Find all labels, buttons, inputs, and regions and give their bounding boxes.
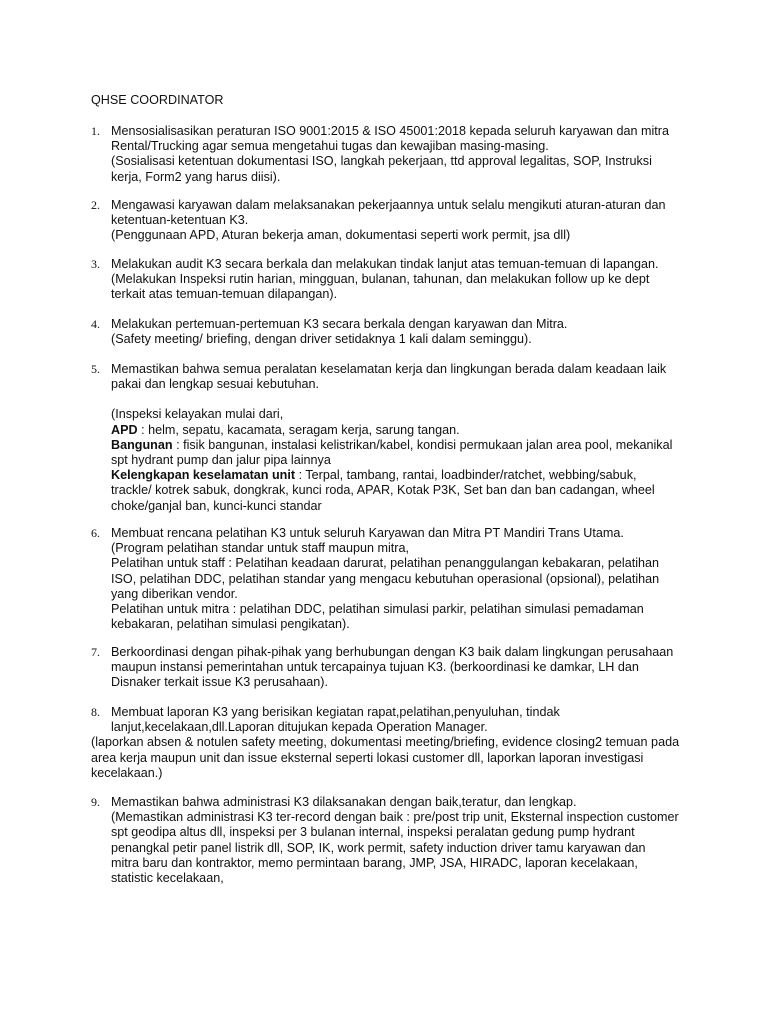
list-item-5 — [91, 362, 691, 514]
bangunan-label: Bangunan — [111, 437, 173, 452]
item-outdent-block — [91, 735, 691, 781]
kelengkapan-line: choke/ganjal ban, kunci-kunci standar — [111, 498, 322, 513]
item-line: Pelatihan untuk staff : Pelatihan keadaan darurat, pelatihan penanggulangan kebakaran, pelatihan — [111, 556, 660, 571]
item-line: mitra baru dan kontraktor, memo permintaan barang, JMP, JSA, HIRADC, laporan kecelakaan, — [111, 855, 638, 870]
item-line: Memastikan bahwa administrasi K3 dilaksanakan dengan baik,teratur, dan lengkap. — [111, 795, 577, 809]
item-body — [111, 362, 691, 514]
kelengkapan-line: trackle/ kotrek sabuk, dongkrak, kunci roda, APAR, Kotak P3K, Set ban dan ban cadangan, wheel — [111, 483, 655, 498]
apd-text: : helm, sepatu, kacamata, seragam kerja, sarung tangan. — [137, 422, 460, 437]
bangunan-text: : fisik bangunan, instalasi kelistrikan/kabel, kondisi permukaan jalan area pool, mekanikal — [172, 437, 673, 452]
kelengkapan-label: Kelengkapan keselamatan unit — [111, 468, 296, 483]
item-number: 4. — [91, 317, 100, 331]
item-body — [111, 526, 691, 632]
apd-line — [111, 423, 691, 438]
apd-label: APD — [111, 422, 138, 437]
list-item-9 — [91, 795, 691, 886]
item-line: Mensosialisasikan peraturan ISO 9001:2015 & ISO 45001:2018 kepada seluruh karyawan dan mitra — [111, 124, 669, 138]
item-line: Berkoordinasi dengan pihak-pihak yang berhubungan dengan K3 baik dalam lingkungan perusahaan — [111, 645, 674, 659]
item-line: maupun instansi pemerintahan untuk tercapainya tujuan K3. (berkoordinasi ke damkar, LH dan — [111, 660, 639, 675]
item-line: (Program pelatihan standar untuk staff maupun mitra, — [111, 541, 409, 556]
item-line: (laporkan absen & notulen safety meeting, dokumentasi meeting/briefing, evidence closing2 temuan pada — [91, 735, 680, 750]
item-line: terkait atas temuan-temuan dilapangan). — [111, 287, 338, 302]
item-line: (Sosialisasi ketentuan dokumentasi ISO, langkah pekerjaan, ttd approval legalitas, SOP, Instruksi — [111, 154, 652, 169]
item-line: kerja, Form2 yang harus diisi). — [111, 169, 281, 184]
inspeksi-line: (Inspeksi kelayakan mulai dari, — [111, 407, 284, 422]
item-line: Rental/Trucking agar semua mengetahui tugas dan kewajiban masing-masing. — [111, 139, 549, 154]
item-body — [111, 795, 691, 886]
item-line: Membuat rencana pelatihan K3 untuk seluruh Karyawan dan Mitra PT Mandiri Trans Utama. — [111, 526, 624, 540]
kelengkapan-line — [111, 468, 691, 483]
item-line: Memastikan bahwa semua peralatan keselamatan kerja dan lingkungan berada dalam keadaan laik — [111, 362, 667, 376]
list-item-3 — [91, 257, 691, 303]
list-item-8 — [91, 705, 691, 781]
item-body — [111, 124, 691, 185]
item-body — [111, 257, 691, 303]
bangunan-line — [111, 438, 691, 453]
item-number: 1. — [91, 124, 100, 138]
item-body — [111, 198, 691, 244]
list-item-2 — [91, 198, 691, 244]
bangunan-line: spt hydrant pump dan jalur pipa lainnya — [111, 453, 331, 468]
item-number: 2. — [91, 198, 100, 212]
item-line: kebakaran, pelatihan simulasi pengikatan). — [111, 617, 350, 632]
list-item-6 — [91, 526, 691, 632]
item-line: area kerja maupun unit dan issue eksternal seperti lokasi customer dll, laporkan laporan investigasi — [91, 750, 644, 765]
item-line: Pelatihan untuk mitra : pelatihan DDC, pelatihan simulasi parkir, pelatihan simulasi pemadaman — [111, 602, 644, 617]
item-number: 9. — [91, 795, 100, 809]
item-number: 3. — [91, 257, 100, 271]
item-body — [111, 645, 691, 691]
item-line: (Penggunaan APD, Aturan bekerja aman, dokumentasi seperti work permit, jsa dll) — [111, 228, 571, 243]
item-line: Melakukan audit K3 secara berkala dan melakukan tindak lanjut atas temuan-temuan di lapangan. — [111, 257, 659, 271]
item-line: spt geodipa altus dll, inspeksi per 3 bulanan internal, inspeksi peralatan gedung pump hydrant — [111, 825, 635, 840]
item-line: kecelakaan.) — [91, 765, 163, 780]
item-line: statistic kecelakaan, — [111, 871, 224, 886]
item-number: 7. — [91, 645, 100, 659]
list-item-7 — [91, 645, 691, 691]
item-line: yang diberikan vendor. — [111, 586, 238, 601]
item-body — [91, 705, 691, 781]
item-line: Mengawasi karyawan dalam melaksanakan pekerjaannya untuk selalu mengikuti aturan-aturan dan — [111, 198, 666, 212]
item-line: ISO, pelatihan DDC, pelatihan standar yang mengacu kebutuhan operasional (opsional), pelatihan — [111, 571, 660, 586]
item-number: 8. — [91, 705, 100, 719]
item-line: penangkal petir panel listrik dll, SOP, IK, work permit, safety induction driver tamu karyawan dan — [111, 840, 646, 855]
item-line: lanjut,kecelakaan,dll.Laporan ditujukan kepada Operation Manager. — [111, 720, 488, 735]
list-item-4 — [91, 317, 691, 347]
item-line: ketentuan-ketentuan K3. — [111, 213, 249, 228]
document-title: QHSE COORDINATOR — [91, 93, 224, 107]
list-item-1 — [91, 124, 691, 185]
item-number: 6. — [91, 526, 100, 540]
item-line: pakai dan lengkap sesuai kebutuhan. — [111, 377, 319, 392]
item-body — [111, 317, 691, 347]
item-number: 5. — [91, 362, 100, 376]
item-line: (Memastikan administrasi K3 ter-record dengan baik : pre/post trip unit, Eksternal inspection customer — [111, 810, 679, 825]
item-line: (Melakukan Inspeksi rutin harian, mingguan, bulanan, tahunan, dan melakukan follow up ke dept — [111, 272, 650, 287]
item-line: (Safety meeting/ briefing, dengan driver setidaknya 1 kali dalam seminggu). — [111, 332, 532, 347]
item-line: Melakukan pertemuan-pertemuan K3 secara berkala dengan karyawan dan Mitra. — [111, 317, 568, 331]
item-line: Membuat laporan K3 yang berisikan kegiatan rapat,pelatihan,penyuluhan, tindak — [111, 705, 560, 719]
item-line: Disnaker terkait issue K3 perusahaan). — [111, 675, 329, 690]
kelengkapan-text: : Terpal, tambang, rantai, loadbinder/ratchet, webbing/sabuk, — [295, 468, 637, 483]
